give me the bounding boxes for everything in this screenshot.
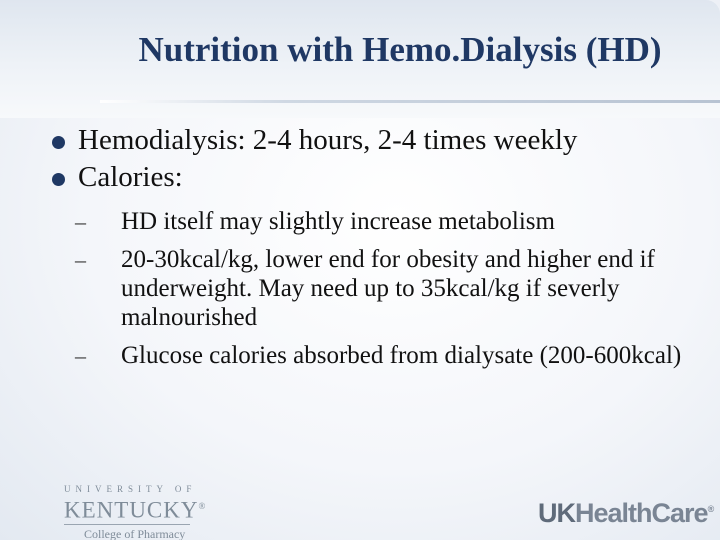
- dash-icon: –: [75, 343, 86, 368]
- sub-bullet-item: [75, 341, 708, 370]
- bullet-dot-icon: [52, 173, 65, 186]
- sub-bullet-text: 20-30kcal/kg, lower end for obesity and higher end if underweight. May need up to 35kcal/kg if severly malnourished: [121, 246, 655, 331]
- healthcare-text: HealthCare: [575, 498, 708, 528]
- bullet-text: Hemodialysis: 2-4 hours, 2-4 times weekly: [78, 124, 578, 156]
- sub-bullet-item: [75, 245, 708, 332]
- sub-bullet-item: [75, 207, 708, 236]
- bullet-text: Calories:: [78, 161, 183, 193]
- bullet-dot-icon: [52, 136, 65, 149]
- sub-bullet-text: Glucose calories absorbed from dialysate (200-600kcal): [121, 342, 682, 369]
- bullet-list: [48, 122, 708, 196]
- sub-bullet-list: [48, 198, 708, 370]
- bullet-item: [48, 122, 708, 159]
- university-of-kentucky-logo: [64, 484, 207, 540]
- sub-bullet-text: HD itself may slightly increase metabolism: [121, 208, 555, 235]
- reg-mark: ®: [707, 504, 714, 514]
- dash-icon: –: [75, 209, 86, 234]
- title-divider: [100, 100, 720, 103]
- bullet-item: [48, 159, 708, 196]
- logo-college: College of Pharmacy: [84, 526, 186, 540]
- logo-kentucky: KENTUCKY®: [64, 497, 207, 523]
- logo-divider: [64, 524, 190, 525]
- logo-university-of: UNIVERSITY OF: [64, 484, 197, 494]
- uk-mark: UK: [538, 498, 575, 528]
- slide-title: Nutrition with Hemo.Dialysis (HD): [138, 30, 662, 69]
- uk-healthcare-logo: [538, 492, 718, 526]
- sub-bullet-group: [48, 207, 708, 370]
- dash-icon: –: [75, 247, 86, 272]
